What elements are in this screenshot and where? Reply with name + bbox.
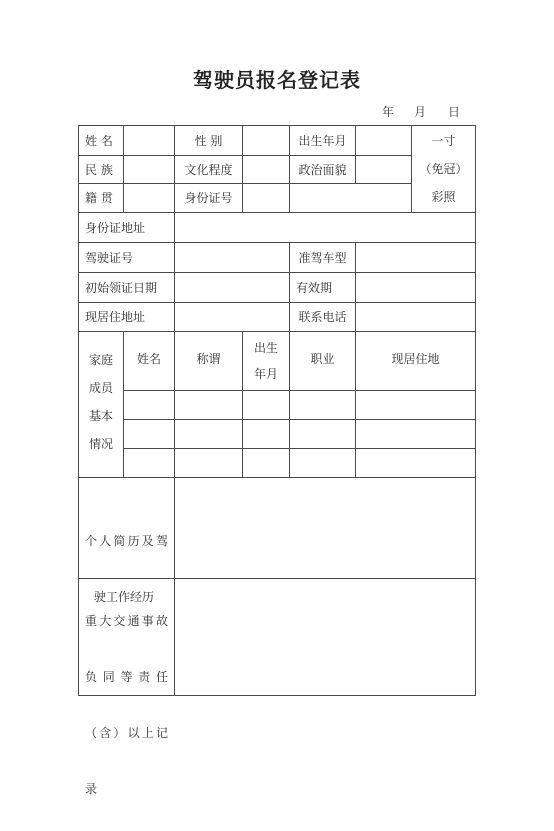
license-number-label: 驾驶证号 xyxy=(85,250,134,265)
valid-period-label: 有效期 xyxy=(296,280,333,295)
license-number-field[interactable] xyxy=(175,243,289,272)
license-class-label: 准驾车型 xyxy=(298,250,347,265)
current-address-field[interactable] xyxy=(175,303,289,331)
family-label-line: 情况 xyxy=(88,437,113,451)
education-field[interactable] xyxy=(243,156,289,183)
date-month: 月 xyxy=(414,105,427,119)
id-address-field[interactable] xyxy=(175,213,475,242)
resume-label-line: 驶工作经历 xyxy=(94,590,155,604)
first-issue-date-label: 初始领证日期 xyxy=(85,280,158,295)
photo-box xyxy=(412,126,475,212)
license-class-field[interactable] xyxy=(356,243,475,272)
family-row[interactable] xyxy=(124,449,475,477)
table-border-right xyxy=(475,125,476,696)
accident-label-line: 负同等责任 xyxy=(85,670,168,684)
date-year: 年 xyxy=(382,105,395,119)
accident-label-line: 重大交通事故 xyxy=(85,614,168,628)
accident-record-field[interactable] xyxy=(175,579,475,695)
family-header-residence: 现居住地 xyxy=(391,352,440,366)
birth-field[interactable] xyxy=(356,126,411,155)
family-header-occupation: 职业 xyxy=(310,352,335,366)
family-row[interactable] xyxy=(124,420,475,448)
family-header-birth xyxy=(243,332,289,390)
family-label-line: 成员 xyxy=(88,381,113,395)
family-label-line: 基本 xyxy=(88,409,113,423)
family-row[interactable] xyxy=(124,391,475,419)
political-label: 政治面貌 xyxy=(298,162,347,177)
family-section-label xyxy=(79,340,123,464)
valid-period-field[interactable] xyxy=(356,273,475,302)
id-number-label: 身份证号 xyxy=(184,191,233,205)
photo-color-label: 彩照 xyxy=(431,190,456,204)
accident-record-label xyxy=(79,579,174,796)
family-header-relation: 称谓 xyxy=(196,352,221,366)
ethnicity-field[interactable] xyxy=(124,156,174,183)
resume-field[interactable] xyxy=(175,478,475,578)
gender-label: 性 别 xyxy=(194,133,223,148)
name-label: 姓 名 xyxy=(85,133,113,148)
native-place-field[interactable] xyxy=(124,184,174,212)
resume-label-line: 个人简历及驾 xyxy=(85,534,168,548)
photo-type-label: （免冠） xyxy=(419,162,468,176)
family-header-birth-line: 出生 xyxy=(253,341,278,355)
family-header-birth-line: 年月 xyxy=(253,367,278,381)
political-field[interactable] xyxy=(356,156,411,183)
phone-field[interactable] xyxy=(356,303,475,331)
name-field[interactable] xyxy=(124,126,174,155)
page-title: 驾驶员报名登记表 xyxy=(193,68,361,92)
native-place-label: 籍 贯 xyxy=(85,191,113,205)
first-issue-date-field[interactable] xyxy=(175,273,289,302)
ethnicity-label: 民 族 xyxy=(85,162,113,177)
gender-field[interactable] xyxy=(243,126,289,155)
accident-label-line: （含）以上记 xyxy=(85,726,168,740)
id-number-field[interactable] xyxy=(243,184,411,212)
family-label-line: 家庭 xyxy=(88,353,113,367)
resume-label xyxy=(79,499,174,604)
education-label: 文化程度 xyxy=(184,162,233,177)
date-day: 日 xyxy=(448,105,461,119)
photo-size-label: 一寸 xyxy=(431,134,456,148)
id-address-label: 身份证地址 xyxy=(85,220,146,235)
accident-label-line: 录 xyxy=(85,782,98,796)
current-address-label: 现居住地址 xyxy=(85,310,146,324)
birth-label: 出生年月 xyxy=(298,133,347,148)
phone-label: 联系电话 xyxy=(298,310,347,324)
family-header-name: 姓名 xyxy=(136,352,161,366)
